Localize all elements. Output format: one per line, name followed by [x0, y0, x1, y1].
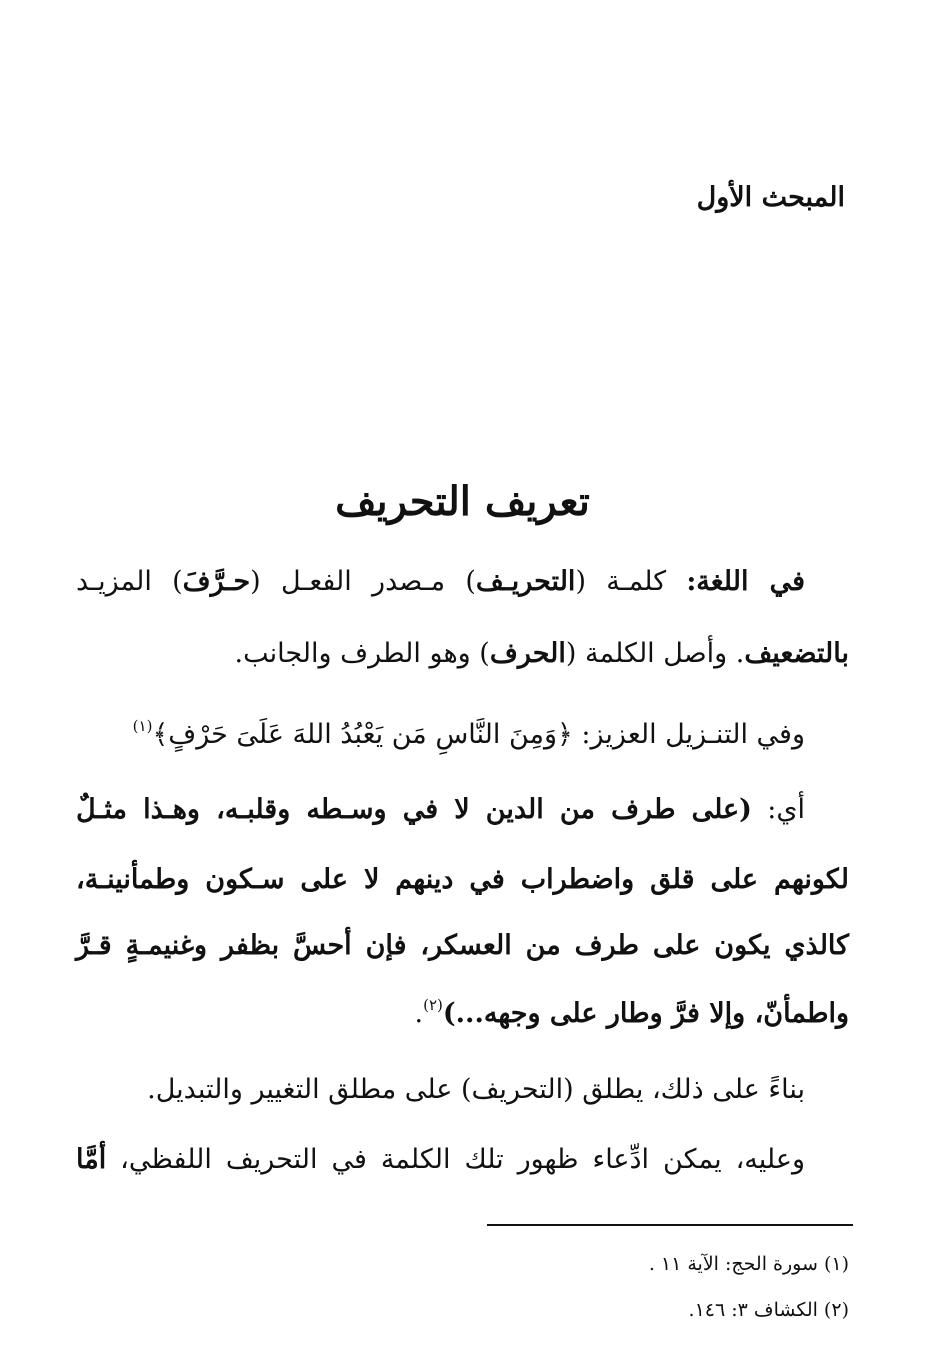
para1-term-harrafa: حـرَّفَ	[182, 566, 251, 597]
footnote-ref-1: (١)	[132, 717, 153, 735]
para5-text: وعليه، يمكن ادِّعاء ظهور تلك الكلمة في التحريف اللفظي،	[106, 1144, 805, 1175]
para1-text-3: ) المزيـد	[76, 566, 183, 597]
para1-term-tahrif: التحريـف	[475, 566, 576, 597]
footnote-ref-2: (٢)	[423, 996, 443, 1014]
para3-line4	[415, 994, 850, 1034]
para3-end: .	[414, 998, 424, 1029]
para2-quran-quote: وفي التنـزيل العزيز: ﴿وَمِنَ النَّاسِ مَن يَعْبُدُ اللهَ عَلَىَ حَرْفٍ﴾	[152, 719, 805, 750]
para1-text-2: ) مـصدر الفعـل (	[250, 566, 476, 597]
para3-line2: لكونهم على قلق واضطراب في دينهم لا على سـكون وطمأنينـة،	[76, 864, 849, 895]
para1-text-1: كلمـة (	[575, 566, 687, 597]
para1-term-harf: الحرف	[489, 638, 566, 669]
para5-bold: أمَّا	[76, 1144, 107, 1175]
para1-term-tadif: بالتضعيف	[744, 638, 849, 669]
para3-bold-1: (على طرف من الدين لا في وسـطه وقلبـه، وهـذا مثـلٌ	[76, 794, 752, 825]
para1-lead: في اللغة:	[686, 566, 805, 597]
para5-line	[76, 1140, 805, 1180]
page-title: تعريف التحريف	[335, 478, 590, 525]
para2-line	[133, 715, 805, 755]
para3-line1	[76, 790, 805, 830]
para3-bold-4: واطمأنّ، وإلا فرَّ وطار على وجهه...)	[442, 998, 849, 1029]
para1-text-5: ) وهو الطرف والجانب.	[234, 638, 490, 669]
section-label: المبحث الأول	[696, 182, 845, 213]
para3-line3: كالذي يكون على طرف من العسكر، فإن أحسَّ بظفر وغنيمـةٍ قـرَّ	[76, 930, 849, 961]
para4-line: بناءً على ذلك، يطلق (التحريف) على مطلق التغيير والتبديل.	[147, 1074, 805, 1105]
para1-line2	[235, 634, 849, 674]
footnote-2: (٢) الكشاف ٣: ١٤٦.	[688, 1299, 849, 1321]
para1-line1	[76, 562, 805, 602]
para3-lead: أي:	[751, 794, 805, 825]
footnote-1: (١) سورة الحج: الآية ١١ .	[648, 1253, 849, 1275]
footnote-divider	[487, 1224, 853, 1226]
para1-text-4: . وأصل الكلمة (	[565, 638, 745, 669]
